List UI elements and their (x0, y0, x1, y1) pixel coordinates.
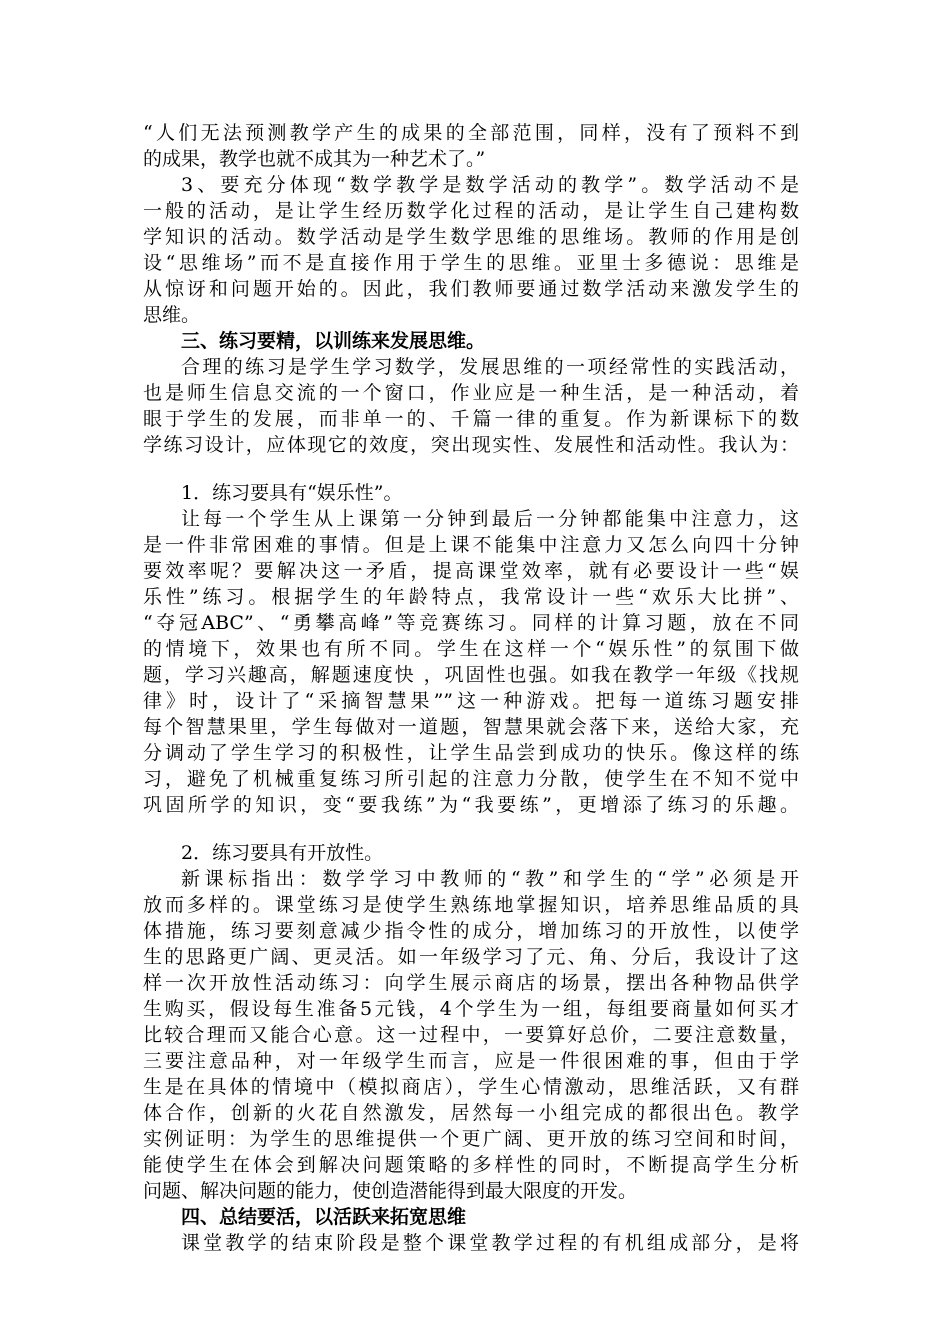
line-text: 学知识的活动。数学活动是学生数学思维的思维场。教师的作用是创 (143, 226, 799, 248)
text-line (143, 532, 799, 558)
line-text: 比较合理而又能合心意。这一过程中，一要算好总价，二要注意数量， (143, 1024, 799, 1046)
text-line (143, 944, 799, 970)
text-line (143, 1126, 799, 1152)
line-text: 样一次开放性活动练习：向学生展示商店的场景，摆出各种物品供学 (143, 972, 799, 994)
text-line (143, 480, 799, 506)
text-line (143, 1074, 799, 1100)
text-line (143, 380, 799, 406)
text-line (143, 250, 799, 276)
text-line (143, 1022, 799, 1048)
text-line (143, 120, 799, 146)
text-line (143, 714, 799, 740)
line-text: 四、总结要活，以活跃来拓宽思维 (181, 1206, 467, 1228)
text-line (143, 662, 799, 688)
line-text: 生是在具体的情境中（模拟商店），学生心情激动，思维活跃，又有群 (143, 1076, 799, 1098)
line-text: 的成果，教学也就不成其为一种艺术了。” (143, 148, 486, 170)
text-line (143, 636, 799, 662)
text-line (143, 1100, 799, 1126)
line-text: 课堂教学的结束阶段是整个课堂教学过程的有机组成部分，是将 (181, 1232, 799, 1254)
text-line (143, 740, 799, 766)
text-line (143, 866, 799, 892)
line-text: 三要注意品种，对一年级学生而言，应是一件很困难的事，但由于学 (143, 1050, 799, 1072)
text-line (143, 406, 799, 432)
line-text: 能使学生在体会到解决问题策略的多样性的同时，不断提高学生分析 (143, 1154, 799, 1176)
line-text: 眼于学生的发展，而非单一的、千篇一律的重复。作为新课标下的数 (143, 408, 799, 430)
line-text: 生购买，假设每生准备5元钱，4个学生为一组，每组要商量如何买才 (143, 998, 799, 1020)
text-line (143, 584, 799, 610)
text-line (143, 1178, 799, 1204)
text-line (143, 996, 799, 1022)
text-line (143, 276, 799, 302)
line-text: 问题、解决问题的能力，使创造潜能得到最大限度的开发。 (143, 1180, 638, 1202)
line-text: 是一件非常困难的事情。但是上课不能集中注意力又怎么向四十分钟 (143, 534, 799, 556)
paragraph-gap (143, 818, 799, 840)
line-text: 合理的练习是学生学习数学，发展思维的一项经常性的实践活动， (181, 356, 799, 378)
line-text: 从惊讶和问题开始的。因此，我们教师要通过数学活动来激发学生的 (143, 278, 799, 300)
line-text: 2．练习要具有开放性。 (181, 842, 384, 864)
text-line (143, 688, 799, 714)
line-text: 律》时，设计了“采摘智慧果””这一种游戏。把每一道练习题安排 (143, 690, 799, 712)
line-text: 要效率呢？要解决这一矛盾，提高课堂效率，就有必要设计一些“娱 (143, 560, 799, 582)
line-text: 3、要充分体现“数学教学是数学活动的教学”。数学活动不是 (181, 174, 799, 196)
line-text: 巩固所学的知识，变“要我练”为“我要练”，更增添了练习的乐趣。 (143, 794, 799, 816)
text-line (143, 918, 799, 944)
line-text: 学练习设计，应体现它的效度，突出现实性、发展性和活动性。我认为： (143, 434, 799, 456)
line-text: 放而多样的。课堂练习是使学生熟练地掌握知识，培养思维品质的具 (143, 894, 799, 916)
line-text: 题，学习兴趣高，解题速度快 ，巩固性也强。如我在教学一年级《找规 (143, 664, 799, 686)
line-text: 1．练习要具有“娱乐性”。 (181, 482, 403, 504)
line-text: 体合作，创新的火花自然激发，居然每一小组完成的都很出色。教学 (143, 1102, 799, 1124)
text-line (143, 432, 799, 458)
line-text: 体措施，练习要刻意减少指令性的成分，增加练习的开放性，以使学 (143, 920, 799, 942)
text-line (143, 970, 799, 996)
line-text: 让每一个学生从上课第一分钟到最后一分钟都能集中注意力，这 (181, 508, 799, 530)
text-line (143, 146, 799, 172)
text-line (143, 792, 799, 818)
paragraph-gap (143, 458, 799, 480)
line-text: “人们无法预测教学产生的成果的全部范围，同样，没有了预料不到 (143, 122, 799, 144)
text-line (143, 766, 799, 792)
line-text: 新课标指出：数学学习中教师的“教”和学生的“学”必须是开 (181, 868, 799, 890)
line-text: 生的思路更广阔、更灵活。如一年级学习了元、角、分后，我设计了这 (143, 946, 799, 968)
text-line (143, 224, 799, 250)
section-heading (143, 328, 799, 354)
text-line (143, 354, 799, 380)
line-text: 设“思维场”而不是直接作用于学生的思维。亚里士多德说：思维是 (143, 252, 799, 274)
document-body (143, 120, 799, 1256)
text-line (143, 198, 799, 224)
line-text: 思维。 (143, 304, 201, 326)
line-text: 的情境下，效果也有所不同。学生在这样一个“娱乐性”的氛围下做 (143, 638, 799, 660)
text-line (143, 1230, 799, 1256)
section-heading (143, 1204, 799, 1230)
text-line (143, 840, 799, 866)
line-text: 三、练习要精，以训练来发展思维。 (181, 330, 486, 352)
text-line (143, 506, 799, 532)
text-line (143, 892, 799, 918)
text-line (143, 172, 799, 198)
line-text: 也是师生信息交流的一个窗口，作业应是一种生活，是一种活动，着 (143, 382, 799, 404)
text-line (143, 1152, 799, 1178)
line-text: 习，避免了机械重复练习所引起的注意力分散，使学生在不知不觉中 (143, 768, 799, 790)
line-text: 一般的活动，是让学生经历数学化过程的活动，是让学生自己建构数 (143, 200, 799, 222)
line-text: 实例证明：为学生的思维提供一个更广阔、更开放的练习空间和时间， (143, 1128, 799, 1150)
text-line (143, 1048, 799, 1074)
line-text: “夺冠ABC”、“勇攀高峰”等竞赛练习。同样的计算习题，放在不同 (143, 612, 799, 634)
text-line (143, 302, 799, 328)
text-line (143, 610, 799, 636)
line-text: 分调动了学生学习的积极性，让学生品尝到成功的快乐。像这样的练 (143, 742, 799, 764)
line-text: 每个智慧果里，学生每做对一道题，智慧果就会落下来，送给大家，充 (143, 716, 799, 738)
line-text: 乐性”练习。根据学生的年龄特点，我常设计一些“欢乐大比拼”、 (143, 586, 799, 608)
text-line (143, 558, 799, 584)
